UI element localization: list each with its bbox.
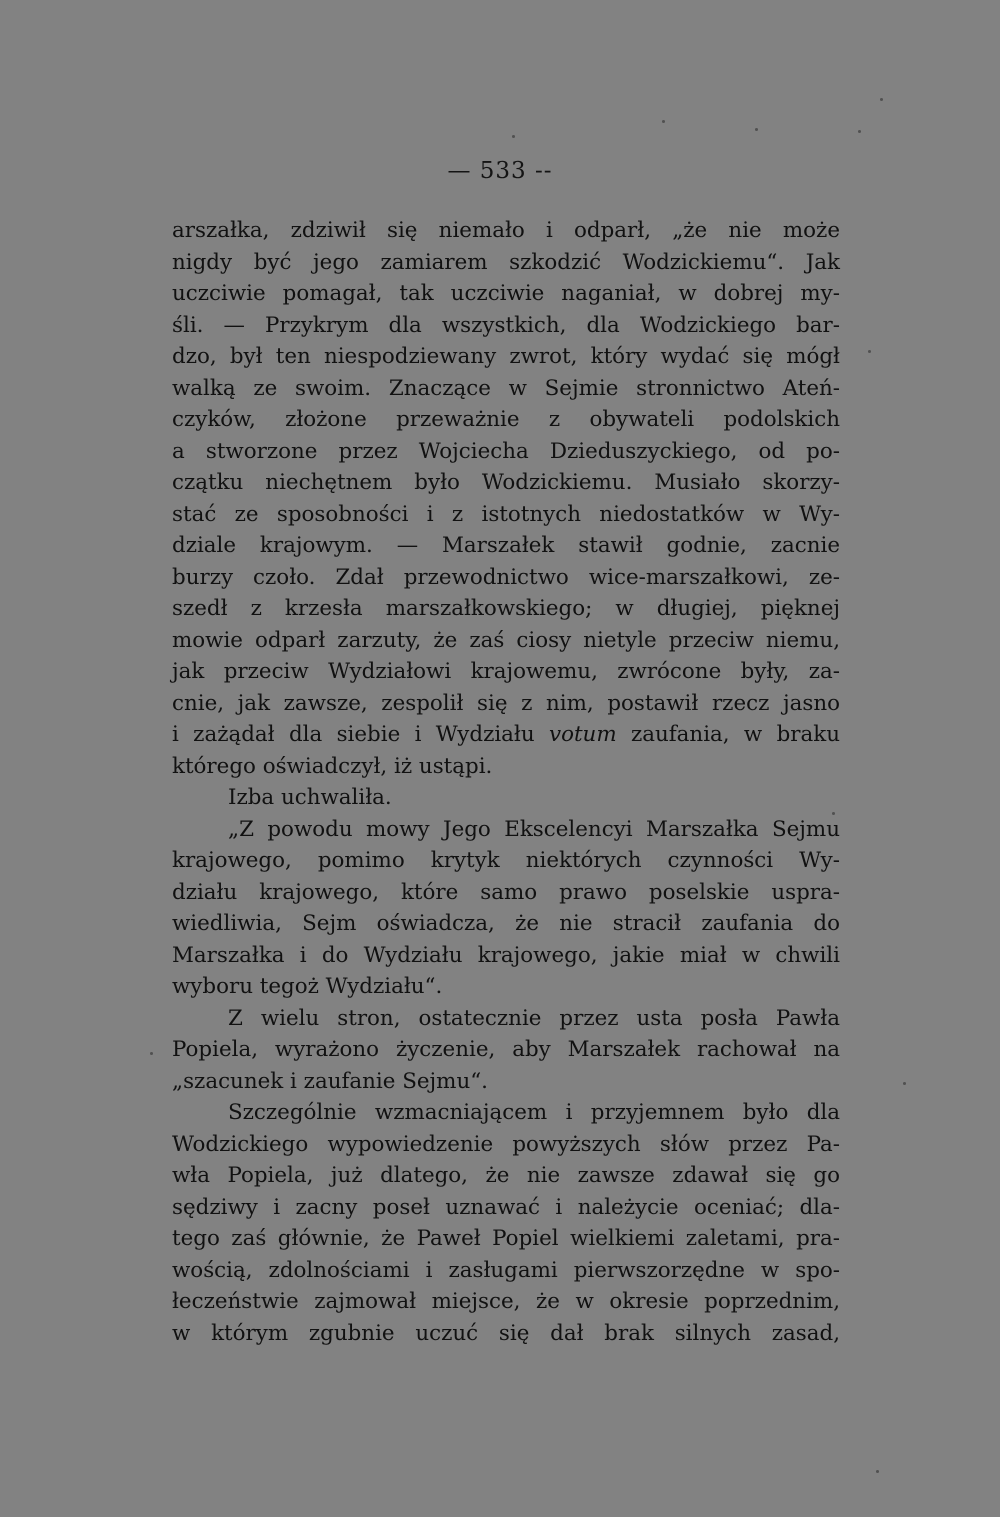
text-line: nigdy być jego zamiarem szkodzić Wodzickiemu“. Jak	[172, 249, 840, 275]
text-line: arszałka, zdziwił się niemało i odparł, „że nie może	[172, 218, 840, 243]
text-line: Marszałka i do Wydziału krajowego, jakie miał w chwili	[172, 942, 840, 968]
text-line: którego oświadczył, iż ustąpi.	[172, 753, 493, 779]
text-line: walką ze swoim. Znaczące w Sejmie stronnictwo Ateń-	[172, 375, 840, 401]
print-speck	[868, 350, 871, 353]
text-line: mowie odparł zarzuty, że zaś ciosy nietyle przeciw niemu,	[172, 627, 840, 653]
text-line: czątku niechętnem było Wodzickiemu. Musiało skorzy-	[172, 470, 840, 495]
body-text	[172, 215, 840, 1349]
print-speck	[876, 1470, 879, 1473]
text-line: śli. — Przykrym dla wszystkich, dla Wodzickiego bar-	[172, 312, 840, 338]
text-line: działu krajowego, które samo prawo poselskie uspra-	[172, 879, 840, 905]
text-line: dzo, był ten niespodziewany zwrot, który wydać się mógł	[172, 344, 840, 369]
text-line: wła Popiela, już dlatego, że nie zawsze zdawał się go	[172, 1163, 840, 1188]
text-line: łeczeństwie zajmował miejsce, że w okresie poprzednim,	[172, 1289, 840, 1314]
text-line: „szacunek i zaufanie Sejmu“.	[172, 1068, 488, 1094]
text-line: jak przeciw Wydziałowi krajowemu, zwrócone były, za-	[172, 659, 840, 684]
text-line: dziale krajowym. — Marszałek stawił godnie, zacnie	[172, 533, 840, 558]
print-speck	[858, 130, 861, 133]
text-line: krajowego, pomimo krytyk niektórych czynności Wy-	[172, 848, 840, 873]
print-speck	[662, 120, 665, 123]
text-line: wyboru tegoż Wydziału“.	[172, 974, 443, 999]
text-line: w którym zgubnie uczuć się dał brak silnych zasad,	[172, 1320, 840, 1346]
print-speck	[832, 812, 835, 815]
text-line: uczciwie pomagał, tak uczciwie naganiał, w dobrej my-	[172, 281, 840, 306]
text-line: tego zaś głównie, że Paweł Popiel wielkiemi zaletami, pra-	[172, 1226, 840, 1251]
text-line: Izba uchwaliła.	[228, 785, 392, 810]
italic-word: votum	[548, 722, 617, 747]
text-line: stać ze sposobności i z istotnych niedostatków w Wy-	[172, 501, 840, 527]
text-line: Z wielu stron, ostatecznie przez usta posła Pawła	[228, 1005, 840, 1031]
text-line: i zażądał dla siebie i Wydziału votum zaufania, w braku	[172, 722, 840, 747]
text-line: Popiela, wyrażono życzenie, aby Marszałek rachował na	[172, 1037, 840, 1062]
text-line: „Z powodu mowy Jego Ekscelencyi Marszałka Sejmu	[228, 816, 840, 842]
text-line: wiedliwia, Sejm oświadcza, że nie stracił zaufania do	[172, 911, 840, 936]
page-number: — 533 --	[447, 158, 553, 184]
print-speck	[755, 128, 758, 131]
text-line: sędziwy i zacny poseł uznawać i należycie oceniać; dla-	[172, 1194, 840, 1220]
print-speck	[880, 98, 883, 101]
text-line: burzy czoło. Zdał przewodnictwo wice-marszałkowi, ze-	[172, 564, 840, 590]
print-speck	[150, 1052, 153, 1055]
text-line: cnie, jak zawsze, zespolił się z nim, postawił rzecz jasno	[172, 690, 840, 716]
text-line: Wodzickiego wypowiedzenie powyższych słów przez Pa-	[172, 1131, 840, 1157]
text-line: Szczególnie wzmacniającem i przyjemnem było dla	[228, 1100, 840, 1125]
text-line: wością, zdolnościami i zasługami pierwszorzędne w spo-	[172, 1257, 840, 1283]
print-speck	[512, 135, 515, 138]
text-line: szedł z krzesła marszałkowskiego; w długiej, pięknej	[172, 596, 840, 621]
text-line: czyków, złożone przeważnie z obywateli podolskich	[172, 407, 840, 432]
print-speck	[903, 1082, 906, 1085]
text-line: a stworzone przez Wojciecha Dzieduszyckiego, od po-	[172, 438, 840, 464]
